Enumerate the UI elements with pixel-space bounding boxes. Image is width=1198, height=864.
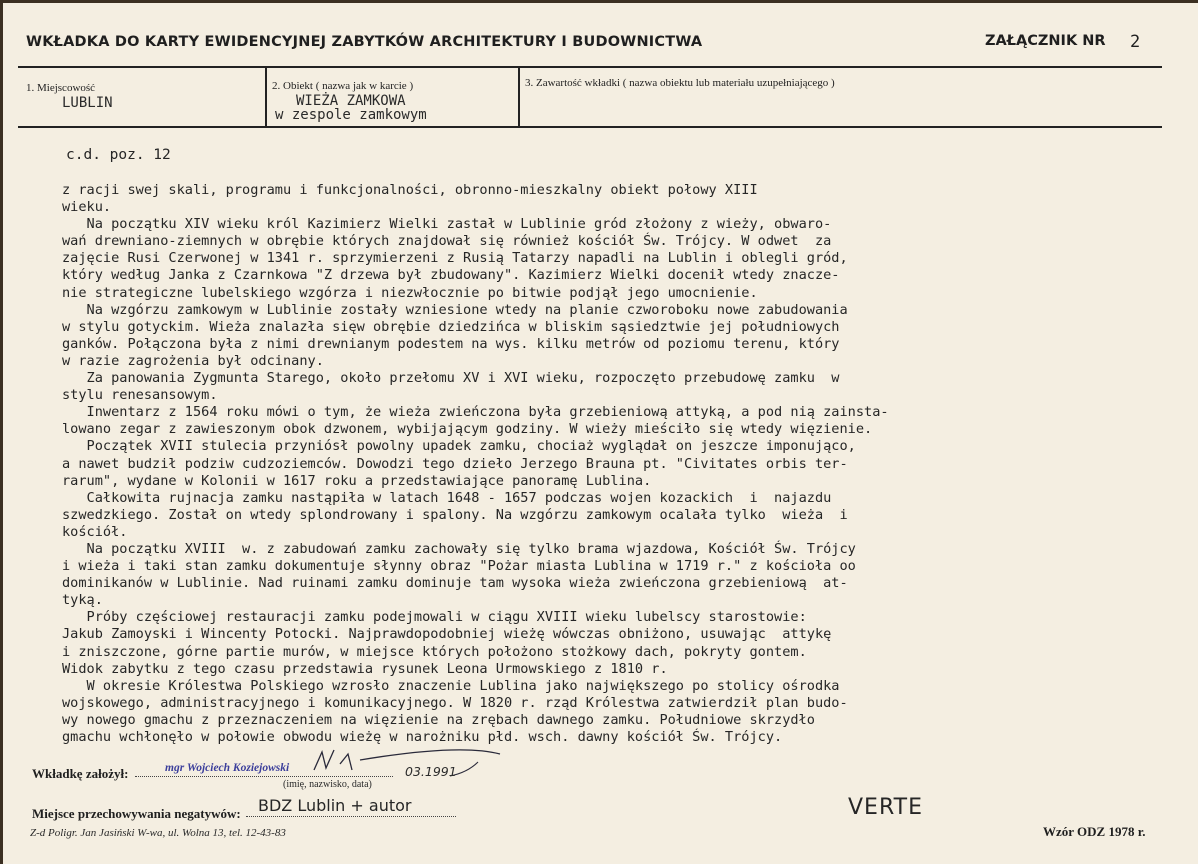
body-line: Jakub Zamoyski i Wincenty Potocki. Najprawdopodobniej wieżę wówczas obniżono, usuwając attykę (62, 626, 832, 643)
body-line: gmachu wchłonęło w połowie obwodu wieżę w narożniku płd. wsch. dawny kościół Św. Trójcy. (62, 729, 783, 745)
negatives-value: BDZ Lublin + autor (258, 796, 412, 815)
body-line: rarum", wydane w Kolonii w 1617 roku a przedstawiające panoramę Lublina. (62, 472, 652, 489)
scan-edge-top (0, 0, 1198, 3)
annex-label: ZAŁĄCZNIK NR (985, 33, 1106, 49)
body-line: szwedzkiego. Został on wtedy splondrowany i spalony. Na wzgórzu zamkowym ocalała tylko wieża i (62, 506, 848, 523)
body-line: ganków. Połączona była z nimi drewnianym podestem na wys. kilku metrów od poziomu terenu, który (62, 335, 840, 352)
body-line: stylu renesansowym. (62, 387, 218, 404)
scan-edge-left (0, 0, 3, 864)
negatives-label: Miejsce przechowywania negatywów: (32, 806, 241, 821)
compiled-by-label: Wkładkę założył: (32, 766, 129, 781)
object-label: 2. Obiekt ( nazwa jak w karcie ) (272, 80, 414, 92)
body-line: W okresie Królestwa Polskiego wzrosło znaczenie Lublina jako największego po stolicy ośrodka (62, 677, 840, 694)
annex-number: 2 (1130, 32, 1141, 52)
body-line: który według Janka z Czarnkowa "Z drzewa był zbudowany". Kazimierz Wielki docenił wtedy znacze- (62, 267, 840, 284)
author-stamp: mgr Wojciech Koziejowski (165, 762, 290, 774)
author-date: 03.1991 (405, 764, 457, 779)
body-line: wań drewniano-ziemnych w obrębie których znajdował się również kościół Św. Trójcy. W odwet za (62, 233, 832, 250)
body-line: Na wzgórzu zamkowym w Lublinie zostały wzniesione wtedy na planie czworoboku nowe zabudowania (62, 301, 848, 318)
object-value-line1: WIEŻA ZAMKOWA (296, 93, 406, 109)
object-value-line2: w zespole zamkowym (275, 107, 427, 123)
body-line: tyką. (62, 592, 103, 609)
body-line: nie strategiczne lubelskiego wzgórza i niezwłocznie po bitwie podjął jego umocnienie. (62, 284, 758, 301)
body-line: wy nowego gmachu z przeznaczeniem na więzienie na zrębach dawnego zamku. Południowe skrzydło (62, 711, 815, 728)
body-line: z racji swej skali, programu i funkcjonalności, obronno-mieszkalny obiekt połowy XIII (62, 182, 758, 198)
body-line: Na początku XIV wieku król Kazimierz Wielki zastał w Lublinie gród złożony z wieży, obwaro- (62, 216, 832, 233)
body-line: Całkowita rujnacja zamku nastąpiła w latach 1648 - 1657 podczas wojen kozackich i najazdu (62, 489, 832, 506)
body-line: Za panowania Zygmunta Starego, około przełomu XV i XVI wieku, rozpoczęto przebudowę zamku w (62, 370, 840, 387)
body-line: i zniszczone, górne partie murów, w miejsce których położono stożkowy dach, pokryty gontem. (62, 643, 807, 660)
body-line: zajęcie Rusi Czerwonej w 1341 r. sprzymierzeni z Rusią Tatarzy napadli na Lublin i oblegli gród, (62, 250, 848, 267)
body-text (62, 182, 889, 746)
verte-note: VERTE (848, 795, 923, 820)
body-line: a nawet budził podziw cudzoziemców. Dowodzi tego dzieło Jerzego Brauna pt. "Civitates orbis ter- (62, 455, 848, 472)
body-line: lowano zegar z zawieszonym obok dzwonem, wybijającym godziny. W wieży mieściło się wtedy więzienie. (62, 421, 873, 438)
form-title: WKŁADKA DO KARTY EWIDENCYJNEJ ZABYTKÓW ARCHITEKTURY I BUDOWNICTWA (26, 34, 703, 50)
body-line: wojskowego, administracyjnego i komunikacyjnego. W 1820 r. rząd Królestwa zatwierdził plan budo- (62, 694, 848, 711)
divider-2 (518, 67, 520, 127)
body-line: Na początku XVIII w. z zabudowań zamku zachowały się tylko brama wjazdowa, Kościół Św. Trójcy (62, 540, 856, 557)
body-line: Widok zabytku z tego czasu przedstawia rysunek Leona Urmowskiego z 1810 r. (62, 660, 668, 677)
top-rule (18, 66, 1162, 68)
fields-bottom-rule (18, 126, 1162, 128)
continuation-note: c.d. poz. 12 (66, 147, 171, 163)
body-line: kościół. (62, 523, 128, 540)
negatives-line (246, 816, 456, 817)
body-line: Inwentarz z 1564 roku mówi o tym, że wieża zwieńczona była grzebieniową attyką, a pod nią zainsta- (62, 404, 889, 421)
locality-label: 1. Miejscowość (26, 82, 96, 94)
body-line: dominikanów w Lublinie. Nad ruinami zamku dominuje tam wysoka wieża zwieńczona grzebieniową at- (62, 575, 848, 592)
name-date-sublabel: (imię, nazwisko, data) (283, 779, 372, 790)
locality-value: LUBLIN (62, 95, 113, 111)
form-number: Wzór ODZ 1978 r. (1043, 824, 1146, 839)
divider-1 (265, 67, 267, 127)
body-line: Próby częściowej restauracji zamku podejmowali w ciągu XVIII wieku lubelscy starostowie: (62, 609, 807, 626)
printer-imprint: Z-d Poligr. Jan Jasiński W-wa, ul. Wolna 13, tel. 12-43-83 (30, 827, 286, 839)
body-line: Początek XVII stulecia przyniósł powolny upadek zamku, chociaż wyglądał on jeszcze imponująco, (62, 438, 856, 455)
body-line: i wieża i taki stan zamku dokumentuje słynny obraz "Pożar miasta Lublina w 1719 r." z kościoła oo (62, 558, 856, 575)
body-line: w stylu gotyckim. Wieża znalazła sięw obrębie dziedzińca w bliskim sąsiedztwie jej południowych (62, 318, 840, 335)
body-line: wieku. (62, 199, 112, 216)
contents-label: 3. Zawartość wkładki ( nazwa obiektu lub materiału uzupełniającego ) (525, 77, 835, 89)
body-line: w razie zagrożenia był odcinany. (62, 352, 324, 369)
